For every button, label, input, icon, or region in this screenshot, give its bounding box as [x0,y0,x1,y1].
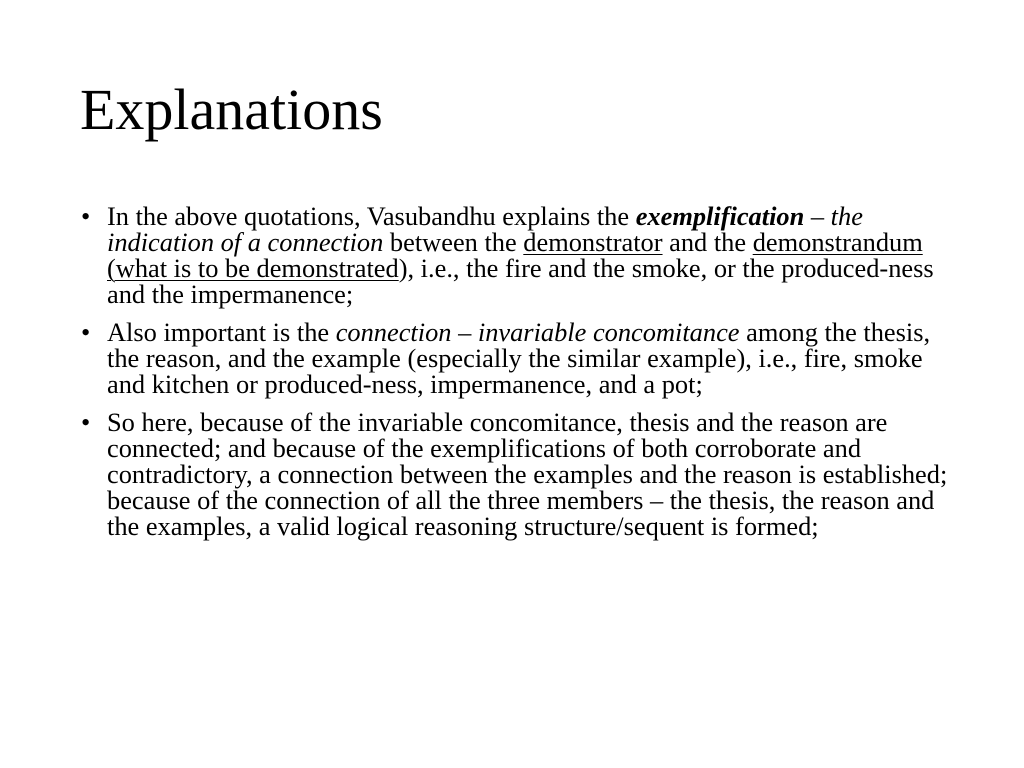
bullet-item [80,203,950,307]
bullet-list [80,203,950,551]
slide-title: Explanations [80,77,383,142]
term-demonstrandum: demonstrandum (what is to be demonstrated [107,227,923,283]
term-connection: connection – invariable concomitance [335,317,740,347]
bullet-icon: • [81,201,91,231]
bullet-icon: • [81,317,91,347]
bullet-text: among the thesis, the reason, and the example (especially the similar example), i.e., fire, smoke and kitchen or produced-ness, impermanence, and a pot; [107,317,931,399]
term-exemplification: exemplification [635,201,805,231]
bullet-text: ), i.e., the fire and the smoke, or the produced-ness and the impermanence; [107,253,934,309]
bullet-icon: • [81,407,91,437]
bullet-text: In the above quotations, Vasubandhu explains the [107,201,636,231]
definition-connection: – the indication of a connection [107,201,863,257]
bullet-text: and the [662,227,753,257]
bullet-text: So here, because of the invariable concomitance, thesis and the reason are connected; and because of the exemplifications of both corroborate and contradictory, a connection between the examples and the reason is established; because of the connection of all the three members – the thesis, the reason and the examples, a valid logical reasoning structure/sequent is formed; [107,407,948,541]
bullet-text: between the [383,227,524,257]
bullet-item [80,409,950,539]
bullet-item [80,319,950,397]
term-demonstrator: demonstrator [523,227,663,257]
bullet-text: Also important is the [107,317,336,347]
